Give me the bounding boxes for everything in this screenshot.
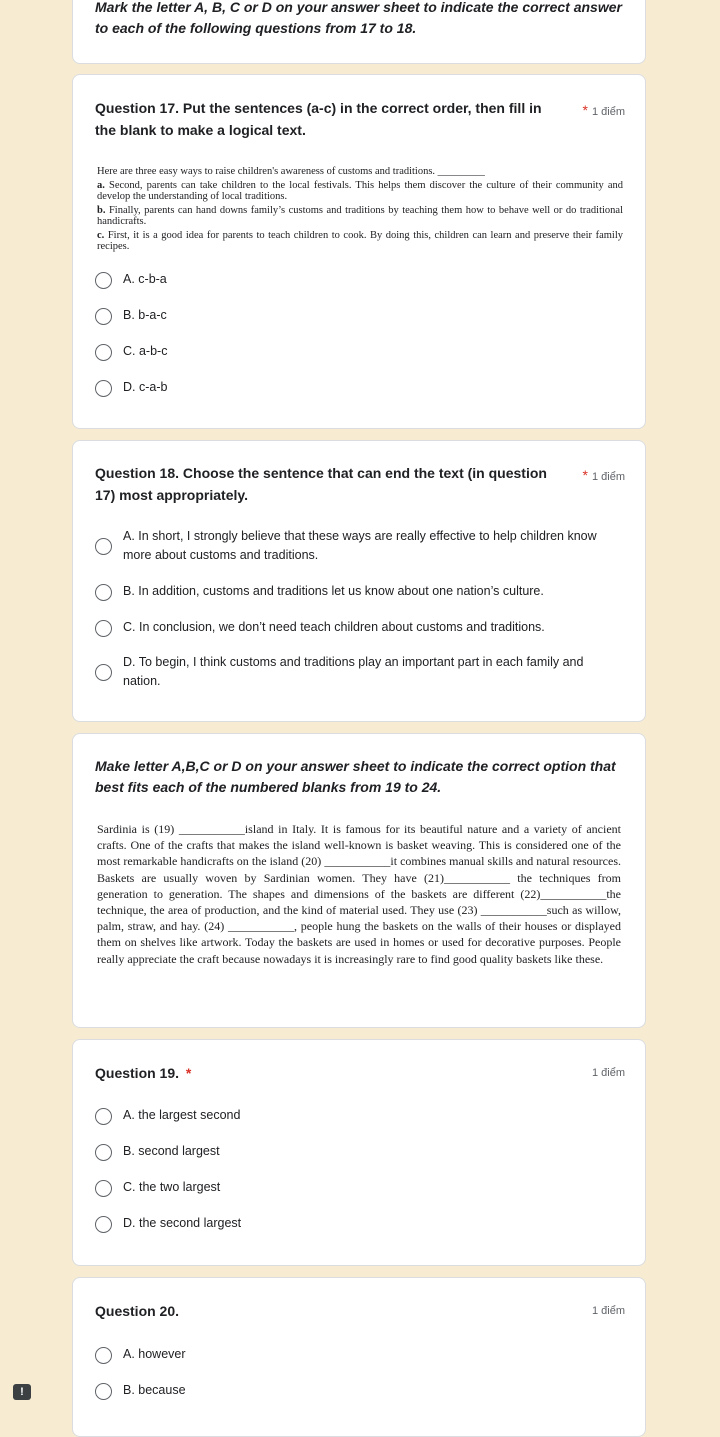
question-17-option-d[interactable] <box>95 378 615 397</box>
passage-lead: Here are three easy ways to raise children's awareness of customs and traditions. _________ <box>97 166 485 177</box>
question-18-option-a[interactable] <box>95 527 615 565</box>
option-label: D. the second largest <box>123 1216 242 1230</box>
question-19-option-d[interactable] <box>95 1214 615 1233</box>
report-problem-icon[interactable]: ! <box>13 1384 31 1400</box>
sentence-c-label: c. <box>97 230 105 241</box>
option-label: B. In addition, customs and traditions let us know about one nation’s culture. <box>123 584 544 598</box>
sentence-b-label: b. <box>97 205 106 216</box>
question-20-title: Question 20. <box>95 1303 180 1319</box>
question-20-option-b[interactable] <box>95 1381 615 1400</box>
question-17-option-a[interactable] <box>95 270 615 289</box>
question-20-option-a[interactable] <box>95 1345 615 1364</box>
question-19-option-b[interactable] <box>95 1142 615 1161</box>
option-label: C. the two largest <box>123 1180 221 1194</box>
question-18-option-c[interactable] <box>95 618 615 637</box>
radio-button[interactable] <box>95 538 112 555</box>
radio-button[interactable] <box>95 1347 112 1364</box>
required-asterisk: * <box>582 102 588 118</box>
question-18-card <box>72 440 646 722</box>
question-20-points: 1 điểm <box>591 1305 625 1317</box>
sentence-b-text: Finally, parents can hand downs family’s customs and traditions by teaching them how to behave well or do traditional handicrafts. <box>97 205 623 227</box>
sardinia-passage: Sardinia is (19) ___________island in Italy. It is famous for its beautiful nature and a variety of ancient crafts. One of the crafts that makes the island well-known is basket weaving. This is considered one of the most remarkable handicrafts on the island (20) ___________it combines manual skills and natural resources. Baskets are usually woven by Sardinian women. They have (21)___________ the techniques from generation to generation. The shapes and dimensions of the baskets are different (22)___________the technique, the area of production, and the kind of material used. They use (23) ___________such as willow, palm, straw, and hay. (24) ___________, people hung the baskets on the walls of their houses or displayed them on shelves like artwork. Today the baskets are used in homes or used for decorative purposes. People really appreciate the craft because nowadays it is increasingly rare to find good quality baskets like these. <box>97 822 621 966</box>
required-asterisk: * <box>582 467 588 483</box>
points-label: 1 điểm <box>591 471 625 483</box>
radio-button[interactable] <box>95 584 112 601</box>
sentence-a-label: a. <box>97 180 105 191</box>
points-label: 1 điểm <box>591 106 625 118</box>
option-label: A. c-b-a <box>123 272 167 286</box>
passage-sentence-c <box>97 230 623 252</box>
question-18-option-d[interactable] <box>95 653 615 691</box>
question-19-option-a[interactable] <box>95 1106 615 1125</box>
option-label: D. c-a-b <box>123 380 168 394</box>
required-asterisk: * <box>185 1065 192 1081</box>
section-instructions-17-18 <box>72 0 646 64</box>
question-18-points <box>583 467 625 483</box>
question-17-points <box>583 102 625 118</box>
section-instructions-text: Make letter A,B,C or D on your answer sheet to indicate the correct option that best fits each of the numbered blanks from 19 to 24. <box>95 758 616 795</box>
option-label: C. In conclusion, we don’t need teach children about customs and traditions. <box>123 620 545 634</box>
radio-button[interactable] <box>95 1144 112 1161</box>
option-label: D. To begin, I think customs and traditions play an important part in each family and nation. <box>123 655 584 688</box>
question-17-card <box>72 74 646 429</box>
question-17-option-c[interactable] <box>95 342 615 361</box>
sentence-c-text: First, it is a good idea for parents to teach children to cook. By doing this, children can learn and preserve their family recipes. <box>97 230 623 252</box>
question-18-option-b[interactable] <box>95 582 615 601</box>
radio-button[interactable] <box>95 620 112 637</box>
radio-button[interactable] <box>95 272 112 289</box>
question-19-card <box>72 1039 646 1266</box>
question-19-title: Question 19. <box>95 1065 180 1081</box>
radio-button[interactable] <box>95 1108 112 1125</box>
question-18-title: Question 18. Choose the sentence that can end the text (in question 17) most appropriately. <box>95 465 547 503</box>
option-label: A. however <box>123 1347 186 1361</box>
section-instructions-text: Mark the letter A, B, C or D on your answer sheet to indicate the correct answer to each of the following questions from 17 to 18. <box>95 0 622 36</box>
radio-button[interactable] <box>95 344 112 361</box>
option-label: A. In short, I strongly believe that these ways are really effective to help children know more about customs and traditions. <box>123 529 597 562</box>
radio-button[interactable] <box>95 380 112 397</box>
option-label: B. b-a-c <box>123 308 167 322</box>
option-label: C. a-b-c <box>123 344 168 358</box>
sentence-a-text: Second, parents can take children to the local festivals. This helps them discover the culture of their community and develop the understanding of local traditions. <box>97 180 623 202</box>
question-17-option-b[interactable] <box>95 306 615 325</box>
radio-button[interactable] <box>95 1180 112 1197</box>
radio-button[interactable] <box>95 1216 112 1233</box>
question-19-option-c[interactable] <box>95 1178 615 1197</box>
option-label: A. the largest second <box>123 1108 241 1122</box>
passage-sentence-a <box>97 180 623 202</box>
radio-button[interactable] <box>95 1383 112 1400</box>
option-label: B. second largest <box>123 1144 220 1158</box>
radio-button[interactable] <box>95 308 112 325</box>
option-label: B. because <box>123 1383 186 1397</box>
question-20-card <box>72 1277 646 1437</box>
question-19-points: 1 điểm <box>591 1067 625 1079</box>
question-17-title: Question 17. Put the sentences (a-c) in the correct order, then fill in the blank to make a logical text. <box>95 100 542 138</box>
passage-sentence-b <box>97 205 623 227</box>
question-19-title-row <box>95 1062 565 1084</box>
radio-button[interactable] <box>95 664 112 681</box>
section-instructions-19-24 <box>72 733 646 1028</box>
question-17-passage <box>97 166 623 255</box>
